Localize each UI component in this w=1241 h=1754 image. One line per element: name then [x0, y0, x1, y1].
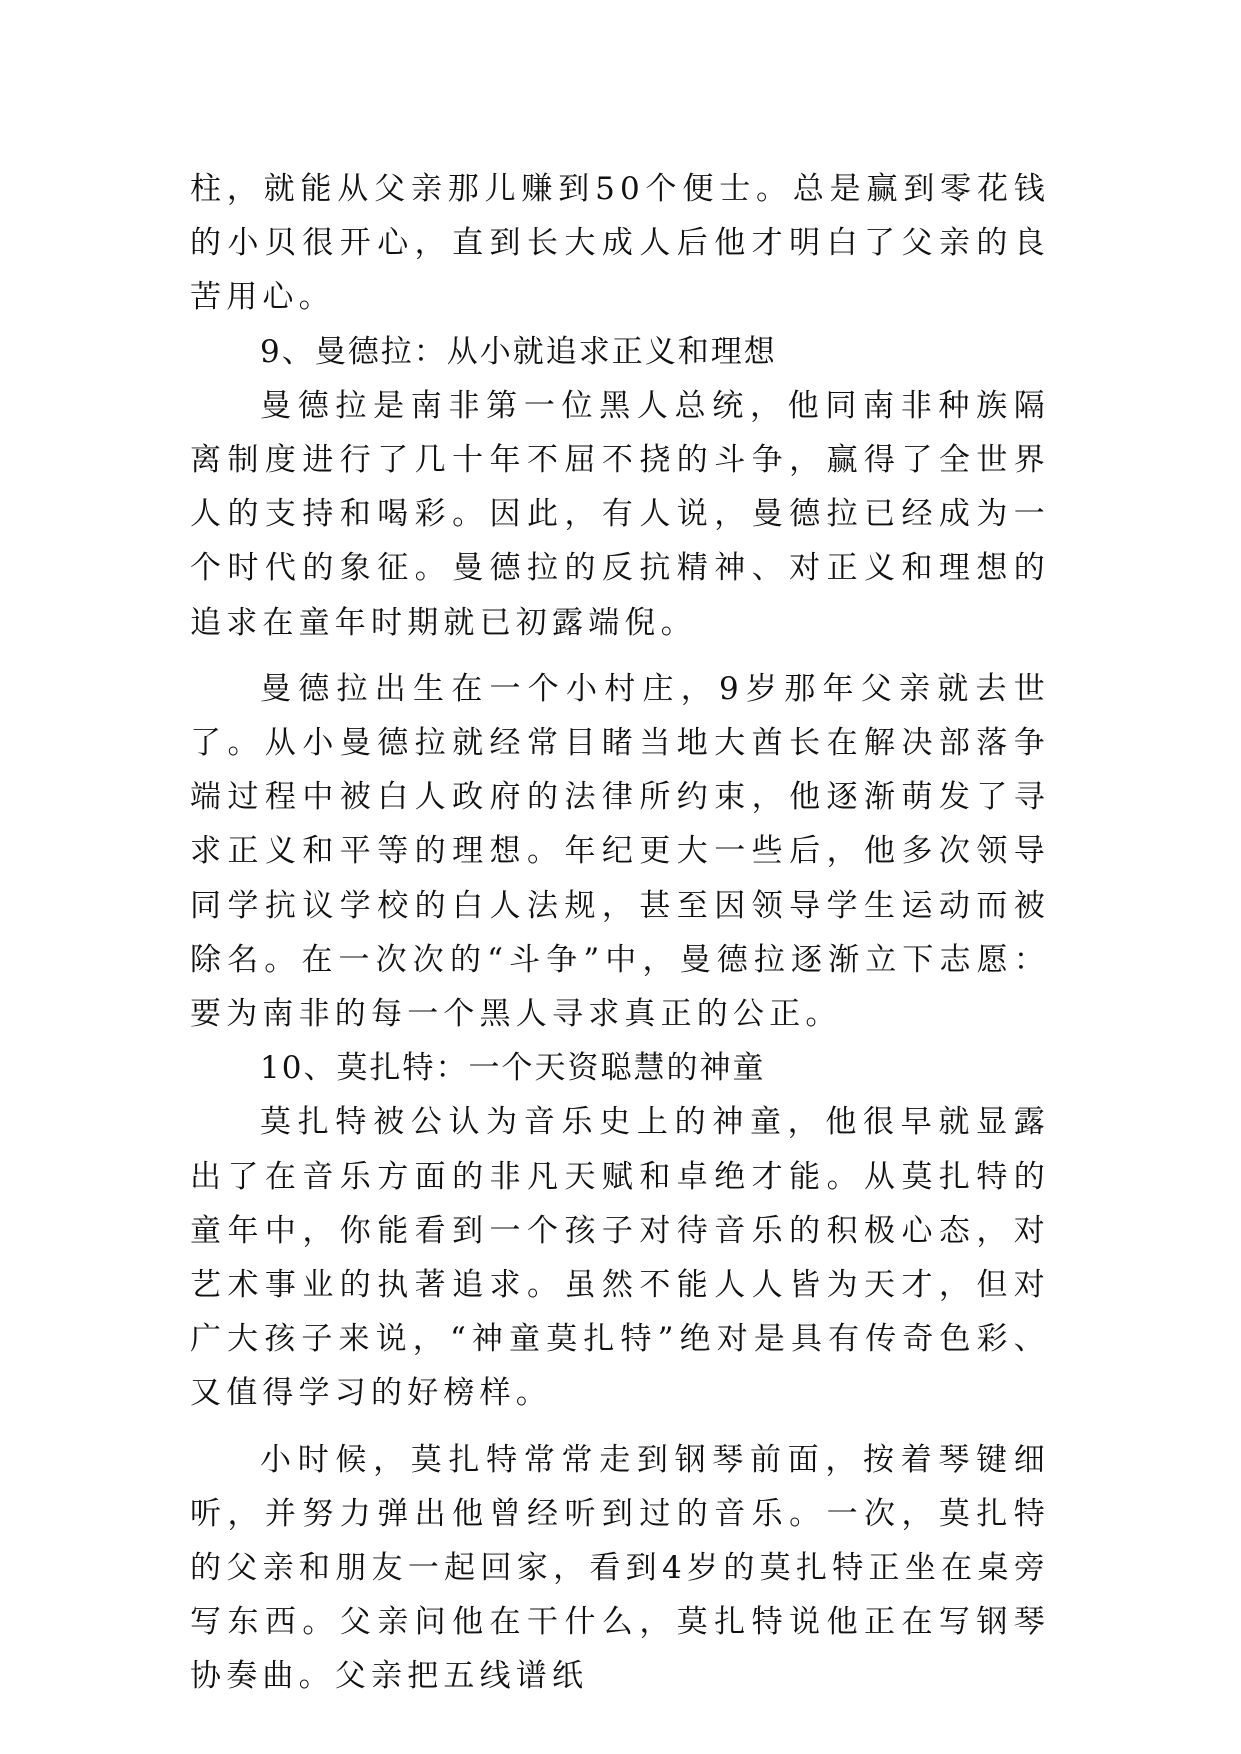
- document-body: [190, 162, 1050, 1704]
- paragraph-mandela-childhood: 曼德拉出生在一个小村庄，9岁那年父亲就去世了。从小曼德拉就经常目睹当地大酋长在解决部落争端过程中被白人政府的法律所约束，他逐渐萌发了寻求正义和平等的理想。年纪更大一些后，他多次领导同学抗议学校的白人法规，甚至因领导学生运动而被除名。在一次次的“斗争”中，曼德拉逐渐立下志愿：要为南非的每一个黑人寻求真正的公正。: [190, 670, 1050, 1033]
- paragraph-mozart-intro: 莫扎特被公认为音乐史上的神童，他很早就显露出了在音乐方面的非凡天赋和卓绝才能。从莫扎特的童年中，你能看到一个孩子对待音乐的积极心态，对艺术事业的执著追求。虽然不能人人皆为天才，但对广大孩子来说，“神童莫扎特”绝对是具有传奇色彩、又值得学习的好榜样。: [190, 1104, 1050, 1412]
- section-heading-mozart: 10、莫扎特：一个天资聪慧的神童: [260, 1050, 766, 1087]
- section-heading-mandela: 9、曼德拉：从小就追求正义和理想: [260, 333, 777, 370]
- paragraph-mandela-intro: 曼德拉是南非第一位黑人总统，他同南非种族隔离制度进行了几十年不屈不挠的斗争，赢得了全世界人的支持和喝彩。因此，有人说，曼德拉已经成为一个时代的象征。曼德拉的反抗精神、对正义和理想的追求在童年时期就已初露端倪。: [190, 387, 1050, 641]
- paragraph-continued-beckham: 柱，就能从父亲那儿赚到50个便士。总是赢到零花钱的小贝很开心，直到长大成人后他才明白了父亲的良苦用心。: [190, 171, 1050, 316]
- paragraph-mozart-childhood: 小时候，莫扎特常常走到钢琴前面，按着琴键细听，并努力弹出他曾经听到过的音乐。一次，莫扎特的父亲和朋友一起回家，看到4岁的莫扎特正坐在桌旁写东西。父亲问他在干什么，莫扎特说他正在写钢琴协奏曲。父亲把五线谱纸: [190, 1441, 1050, 1695]
